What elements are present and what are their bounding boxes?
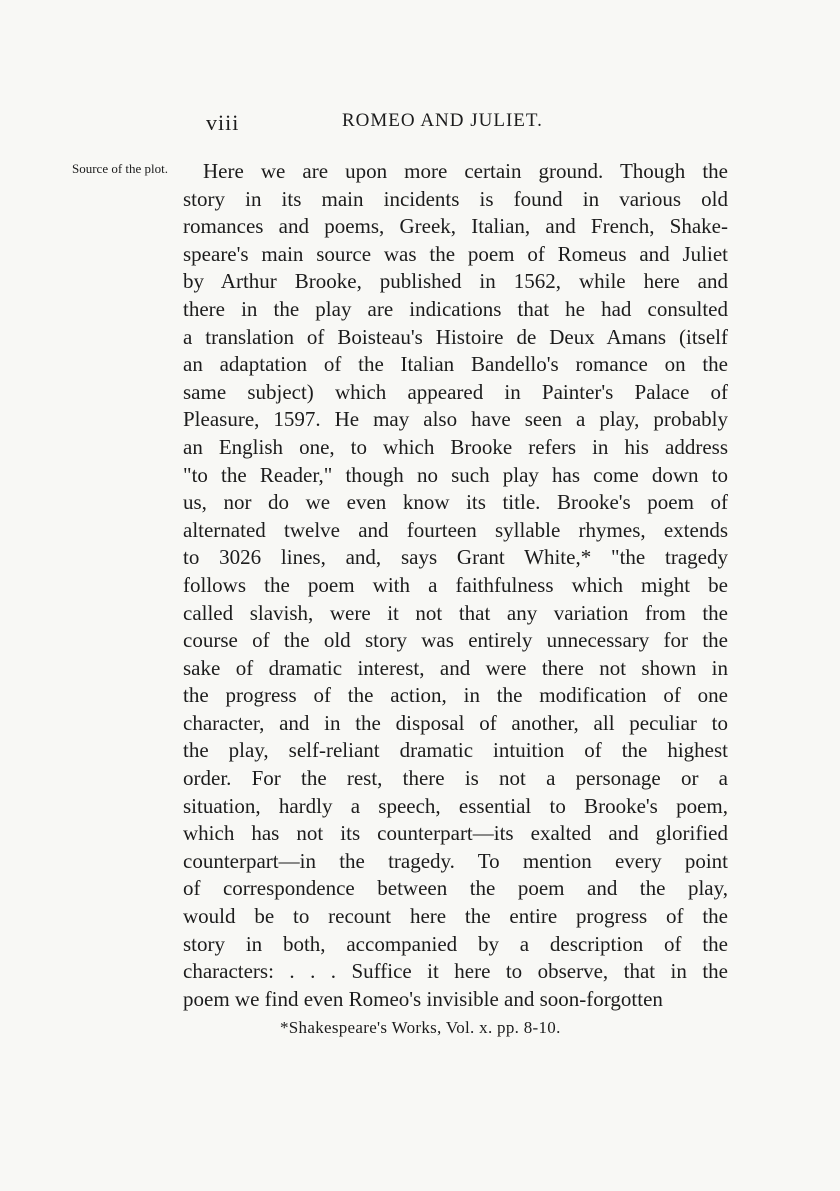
text-line: to 3026 lines, and, says Grant White,* "the tragedy: [183, 545, 728, 570]
body-paragraph: [183, 158, 728, 1013]
text-line: by Arthur Brooke, published in 1562, while here and: [183, 269, 728, 294]
text-line: follows the poem with a faithfulness which might be: [183, 572, 728, 597]
text-line: same subject) which appeared in Painter's Palace of: [183, 379, 728, 404]
text-line: there in the play are indications that he had consulted: [183, 296, 728, 321]
text-line: "to the Reader," though no such play has come down to: [183, 462, 728, 487]
text-line: Here we are upon more certain ground. Though the: [203, 159, 728, 183]
text-line: counterpart—in the tragedy. To mention every point: [183, 848, 728, 873]
text-line: Pleasure, 1597. He may also have seen a play, probably: [183, 407, 728, 432]
text-line: alternated twelve and fourteen syllable rhymes, extends: [183, 517, 728, 542]
text-line: the progress of the action, in the modification of one: [183, 683, 728, 708]
text-line: story in its main incidents is found in various old: [183, 186, 728, 211]
text-line: a translation of Boisteau's Histoire de Deux Amans (itself: [183, 324, 728, 349]
text-line: characters: . . . Suffice it here to observe, that in the: [183, 959, 728, 984]
text-line: poem we find even Romeo's invisible and soon-forgotten: [183, 986, 663, 1011]
text-line: would be to recount here the entire progress of the: [183, 904, 728, 929]
text-line: situation, hardly a speech, essential to Brooke's poem,: [183, 793, 728, 818]
text-line: course of the old story was entirely unnecessary for the: [183, 628, 728, 653]
text-line: an English one, to which Brooke refers in his address: [183, 434, 728, 459]
text-line: story in both, accompanied by a description of the: [183, 931, 728, 956]
text-line: order. For the rest, there is not a personage or a: [183, 766, 728, 791]
text-line: sake of dramatic interest, and were there not shown in: [183, 655, 728, 680]
footnote: *Shakespeare's Works, Vol. x. pp. 8-10.: [280, 1018, 561, 1037]
text-line: the play, self-reliant dramatic intuition of the highest: [183, 738, 728, 763]
text-line: called slavish, were it not that any variation from the: [183, 600, 728, 625]
page-number: viii: [206, 110, 240, 135]
text-line: which has not its counterpart—its exalted and glorified: [183, 821, 728, 846]
margin-note: Source of the plot.: [72, 161, 169, 176]
text-line: us, nor do we even know its title. Brooke's poem of: [183, 490, 728, 515]
text-line: romances and poems, Greek, Italian, and French, Shake-: [183, 214, 728, 239]
running-title: ROMEO AND JULIET.: [342, 110, 543, 131]
text-line: an adaptation of the Italian Bandello's romance on the: [183, 352, 728, 377]
text-line: character, and in the disposal of another, all peculiar to: [183, 710, 728, 735]
text-line: speare's main source was the poem of Romeus and Juliet: [183, 241, 728, 266]
text-line: of correspondence between the poem and the play,: [183, 876, 728, 901]
